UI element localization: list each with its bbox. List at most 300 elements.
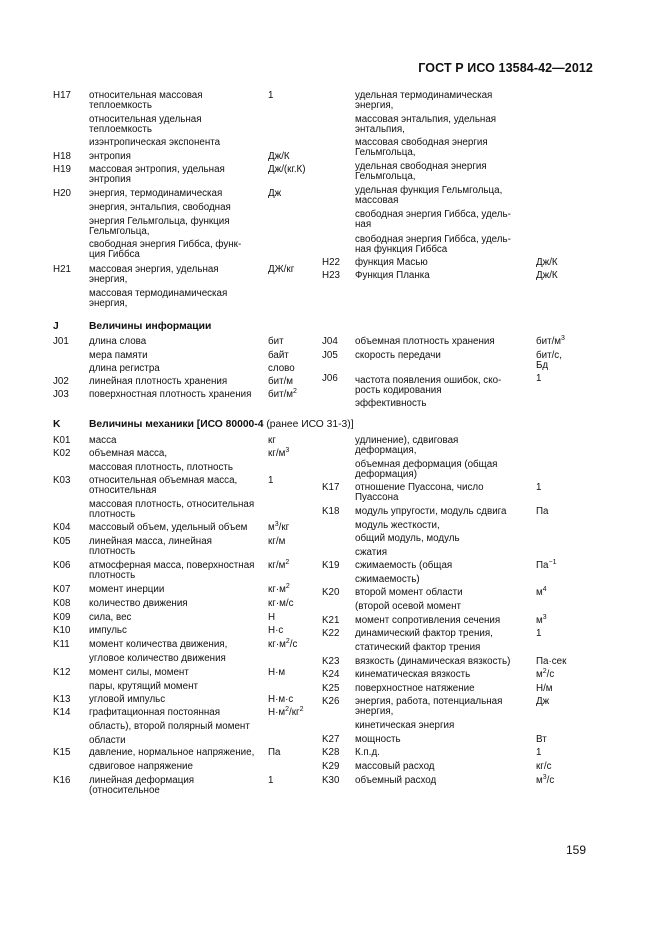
table-cell (53, 91, 71, 102)
cell-text: K29 (322, 761, 340, 772)
table-cell (355, 616, 500, 627)
table-cell (268, 748, 281, 759)
cell-text: мера памяти (89, 350, 148, 361)
table-cell (53, 640, 70, 651)
cell-text: момент количества движения, (89, 639, 228, 650)
table-cell (355, 643, 480, 654)
table-cell (53, 748, 70, 759)
table-cell (89, 523, 247, 534)
section-title-tail: (ранее ИСО 31-3)] (263, 419, 354, 430)
cell-text-tail: /с (546, 775, 555, 786)
table-cell (536, 483, 541, 494)
cell-text: давление, нормальное напряжение, (89, 747, 255, 758)
table-cell (355, 748, 380, 759)
cell-text: ная (355, 219, 372, 230)
table-cell (53, 337, 69, 348)
table-cell (322, 762, 339, 773)
cell-text: кг·м (268, 639, 286, 650)
cell-text: энтальпия, (355, 124, 405, 135)
table-cell (536, 762, 551, 773)
table-cell (355, 493, 399, 504)
table-cell (89, 337, 146, 348)
cell-text: сжатия (355, 547, 388, 558)
cell-text: энтропия (89, 151, 131, 162)
cell-text: отношение Пуассона, число (355, 482, 484, 493)
cell-text: атмосферная масса, поверхностная (89, 560, 255, 571)
table-cell (355, 351, 441, 362)
table-cell (268, 613, 275, 624)
table-cell (53, 390, 69, 401)
table-cell (89, 748, 254, 759)
cell-text: K19 (322, 560, 340, 571)
table-cell (53, 613, 70, 624)
table-cell (355, 588, 463, 599)
table-cell (355, 148, 416, 159)
cell-text: K26 (322, 696, 340, 707)
cell-text: Гельмгольца, (355, 171, 416, 182)
cell-text: H23 (322, 270, 340, 281)
cell-text: K28 (322, 747, 340, 758)
table-cell (268, 165, 306, 176)
table-cell (268, 708, 303, 719)
cell-superscript: 2 (542, 668, 547, 675)
cell-text: Дж (536, 696, 550, 707)
table-cell (322, 616, 339, 627)
cell-text: K09 (53, 612, 71, 623)
cell-text: K05 (53, 536, 71, 547)
table-cell (268, 626, 283, 637)
cell-text: массовая энтропия, удельная (89, 164, 225, 175)
cell-text: 1 (536, 747, 542, 758)
table-cell (89, 722, 250, 733)
table-cell (53, 152, 71, 163)
table-cell (322, 735, 339, 746)
cell-text: энергия, термодинамическая (89, 188, 223, 199)
cell-text: массовая энтальпия, удельная (355, 114, 497, 125)
table-cell (268, 449, 289, 460)
cell-text: линейная деформация (89, 775, 195, 786)
cell-text-tail: /кг (278, 522, 290, 533)
table-cell (322, 629, 339, 640)
cell-text: H22 (322, 257, 340, 268)
table-cell (355, 776, 436, 787)
table-cell (322, 271, 340, 282)
table-cell (89, 189, 222, 200)
cell-text: K07 (53, 584, 71, 595)
cell-text: удлинение), сдвиговая (355, 435, 459, 446)
table-cell (355, 210, 511, 221)
table-cell (268, 585, 290, 596)
table-cell (268, 537, 285, 548)
section-letter: K (53, 419, 61, 430)
table-cell (536, 616, 547, 627)
cell-text: момент инерции (89, 584, 165, 595)
cell-text: Н·м·с (268, 694, 294, 705)
section-title: Величины информации (89, 321, 212, 332)
cell-text: J04 (322, 336, 338, 347)
cell-text: 1 (268, 775, 274, 786)
table-cell (268, 599, 293, 610)
table-cell (89, 668, 189, 679)
cell-text: К.п.д. (355, 747, 380, 758)
table-cell (53, 523, 70, 534)
cell-text: K04 (53, 522, 71, 533)
table-cell (355, 762, 435, 773)
table-cell (536, 271, 558, 282)
cell-text: K21 (322, 615, 340, 626)
table-cell (355, 386, 442, 397)
cell-text: угловой импульс (89, 694, 166, 705)
cell-text: H17 (53, 90, 71, 101)
table-cell (268, 695, 293, 706)
cell-text: Н·с (268, 625, 284, 636)
table-cell (536, 361, 548, 372)
cell-text: Н·м (268, 707, 286, 718)
table-cell (536, 697, 549, 708)
table-cell (53, 476, 70, 487)
cell-text: м (536, 587, 543, 598)
table-cell (53, 668, 70, 679)
cell-text: объемная деформация (общая (355, 459, 498, 470)
table-cell (53, 776, 70, 787)
table-cell (89, 510, 135, 521)
cell-text: относительная массовая (89, 90, 203, 101)
cell-text: мощность (355, 734, 401, 745)
table-cell (89, 762, 193, 773)
cell-text: кг/с (536, 761, 552, 772)
table-cell (268, 91, 273, 102)
cell-text: динамический фактор трения, (355, 628, 493, 639)
table-cell (89, 275, 127, 286)
table-cell (355, 271, 430, 282)
cell-text: удельная термодинамическая (355, 90, 493, 101)
cell-text: ная функция Гиббса (355, 244, 448, 255)
cell-text: K25 (322, 683, 340, 694)
cell-text: K16 (53, 775, 71, 786)
cell-text: J02 (53, 376, 69, 387)
cell-text: K02 (53, 448, 71, 459)
cell-text: сжимаемость (общая (355, 560, 453, 571)
table-cell (536, 670, 554, 681)
cell-text: плотность (89, 546, 136, 557)
table-cell (536, 374, 541, 385)
cell-text: 1 (536, 373, 542, 384)
cell-superscript: 3 (285, 447, 290, 454)
cell-text: массовая термодинамическая (89, 288, 228, 299)
table-cell (89, 599, 188, 610)
cell-text: удельная функция Гельмгольца, (355, 185, 503, 196)
table-cell (536, 776, 554, 787)
cell-text: момент силы, момент (89, 667, 189, 678)
cell-text: масса (89, 435, 117, 446)
table-cell (268, 640, 297, 651)
cell-text: K27 (322, 734, 340, 745)
document-header: ГОСТ Р ИСО 13584-42—2012 (418, 61, 593, 75)
table-cell (89, 547, 135, 558)
table-cell (89, 101, 152, 112)
cell-superscript: 3 (274, 521, 279, 528)
cell-text: энтропия (89, 174, 131, 185)
table-cell (355, 125, 405, 136)
table-cell (89, 364, 160, 375)
cell-text: изэнтропическая экспонента (89, 137, 221, 148)
table-cell (322, 684, 339, 695)
cell-text: эффективность (355, 398, 427, 409)
cell-text: Дж (268, 188, 282, 199)
cell-text: массовая (355, 195, 399, 206)
table-cell (268, 337, 284, 348)
cell-text: Гельмгольца, (355, 147, 416, 158)
table-cell (355, 101, 393, 112)
table-cell (89, 390, 251, 401)
table-cell (355, 548, 387, 559)
cell-text: бит/м (536, 336, 562, 347)
cell-text: 1 (536, 482, 542, 493)
cell-text: Дж/К (536, 270, 558, 281)
cell-text: K13 (53, 694, 71, 705)
table-cell (268, 265, 294, 276)
table-cell (268, 390, 297, 401)
cell-text: 1 (268, 475, 274, 486)
cell-text-tail: /с (289, 639, 298, 650)
cell-text-tail: /с (546, 669, 555, 680)
table-cell (355, 337, 495, 348)
cell-text: модуль упругости, модуль сдвига (355, 506, 507, 517)
cell-text: Гельмгольца, (89, 226, 150, 237)
table-cell (536, 588, 547, 599)
table-cell (536, 258, 558, 269)
cell-text: м (268, 522, 275, 533)
cell-text: импульс (89, 625, 127, 636)
cell-text: свободная энергия Гиббса, удель- (355, 234, 511, 245)
cell-text: область), второй полярный момент (89, 721, 250, 732)
table-cell (89, 463, 233, 474)
cell-text: модуль жесткости, (355, 520, 440, 531)
cell-text: энергия Гельмгольца, функция (89, 216, 230, 227)
cell-text: линейная плотность хранения (89, 376, 228, 387)
cell-text: K08 (53, 598, 71, 609)
cell-text: Дж/К (268, 151, 290, 162)
table-cell (536, 629, 541, 640)
table-cell (89, 654, 226, 665)
cell-text: кинематическая вязкость (355, 669, 471, 680)
table-cell (268, 436, 276, 447)
cell-text: удельная свободная энергия (355, 161, 487, 172)
cell-text: длина регистра (89, 363, 160, 374)
cell-text: кг·м (268, 584, 286, 595)
table-cell (53, 708, 70, 719)
cell-text: 1 (536, 628, 542, 639)
table-cell (89, 640, 227, 651)
cell-text: кг/м (268, 536, 286, 547)
cell-text: K23 (322, 656, 340, 667)
table-cell (89, 708, 220, 719)
cell-text: относительная удельная (89, 114, 202, 125)
table-cell (268, 377, 293, 388)
cell-superscript: 3 (542, 774, 547, 781)
cell-text: Функция Планка (355, 270, 430, 281)
cell-text: бит/с, (536, 350, 562, 361)
table-cell (355, 670, 470, 681)
cell-text: J05 (322, 350, 338, 361)
cell-text: относительная (89, 485, 157, 496)
table-cell (322, 337, 338, 348)
page-number: 159 (565, 843, 586, 857)
cell-text: K15 (53, 747, 71, 758)
table-cell (89, 626, 127, 637)
table-cell (355, 196, 398, 207)
table-cell (89, 449, 167, 460)
cell-text: H20 (53, 188, 71, 199)
table-cell (322, 258, 340, 269)
cell-text: свободная энергия Гиббса, функ- (89, 239, 242, 250)
cell-text: плотность (89, 570, 136, 581)
cell-text: кинетическая энергия (355, 720, 455, 731)
cell-text: функция Масью (355, 257, 428, 268)
cell-text: Па·сек (536, 656, 567, 667)
cell-text: J06 (322, 373, 338, 384)
cell-text: свободная энергия Гиббса, удель- (355, 209, 511, 220)
table-cell (268, 189, 281, 200)
table-cell (89, 299, 127, 310)
cell-text: ДЖ/кг (268, 264, 295, 275)
table-cell (536, 507, 549, 518)
section-title: Величины механики [ИСО 80000-4 (89, 419, 264, 430)
cell-text: объемная масса, (89, 448, 168, 459)
table-cell (355, 521, 440, 532)
table-cell (322, 351, 338, 362)
table-cell (355, 721, 454, 732)
section-letter: J (53, 321, 59, 332)
cell-text: K12 (53, 667, 71, 678)
cell-text: деформация, (355, 445, 417, 456)
cell-text: K20 (322, 587, 340, 598)
table-cell (89, 203, 231, 214)
section-heading-j (53, 321, 212, 332)
cell-text: количество движения (89, 598, 188, 609)
cell-superscript: 3 (542, 614, 547, 621)
cell-text: сжимаемость) (355, 574, 420, 585)
cell-superscript: 2 (299, 706, 304, 713)
cell-text: графитационная постоянная (89, 707, 221, 718)
table-cell (89, 695, 165, 706)
table-cell (268, 364, 295, 375)
cell-text: угловое количество движения (89, 653, 226, 664)
cell-text: массовая энергия, удельная (89, 264, 219, 275)
table-cell (536, 748, 541, 759)
cell-text: Вт (536, 734, 547, 745)
table-cell (536, 337, 565, 348)
table-cell (355, 707, 393, 718)
cell-text: Дж/К (536, 257, 558, 268)
table-cell (536, 684, 553, 695)
cell-superscript: 2 (285, 583, 290, 590)
cell-text: энергия, (355, 100, 394, 111)
cell-text: Па (536, 560, 549, 571)
table-cell (322, 748, 339, 759)
section-title-wrap (89, 419, 354, 430)
cell-text: энергия, работа, потенциальная (355, 696, 503, 707)
table-cell (89, 250, 140, 261)
table-cell (53, 695, 70, 706)
cell-text: кг/м (268, 448, 286, 459)
table-cell (53, 165, 71, 176)
table-cell (89, 436, 116, 447)
cell-text: массовый расход (355, 761, 435, 772)
cell-text: кг/м (268, 560, 286, 571)
cell-text: K03 (53, 475, 71, 486)
cell-text: Па (536, 506, 549, 517)
cell-text: K18 (322, 506, 340, 517)
table-cell (322, 483, 339, 494)
table-cell (355, 245, 447, 256)
table-cell (322, 374, 338, 385)
cell-text: рость кодирования (355, 385, 442, 396)
table-cell (355, 657, 510, 668)
cell-text: кг (268, 435, 276, 446)
cell-text: поверхностная плотность хранения (89, 389, 252, 400)
cell-text: момент сопротивления сечения (355, 615, 501, 626)
table-cell (268, 668, 285, 679)
table-cell (268, 561, 289, 572)
cell-text: теплоемкость (89, 100, 152, 111)
table-cell (355, 399, 426, 410)
table-cell (89, 736, 126, 747)
table-cell (355, 446, 416, 457)
cell-text: H21 (53, 264, 71, 275)
cell-text: K10 (53, 625, 71, 636)
table-cell (322, 657, 339, 668)
cell-text: пары, крутящий момент (89, 681, 198, 692)
cell-text-tail: /кг (288, 707, 300, 718)
cell-text: кг·м/с (268, 598, 294, 609)
cell-text: энергия, (89, 274, 128, 285)
table-cell (89, 682, 198, 693)
cell-text: ция Гиббса (89, 249, 140, 260)
cell-text: м (536, 775, 543, 786)
table-cell (268, 776, 273, 787)
cell-text: K30 (322, 775, 340, 786)
cell-text: K01 (53, 435, 71, 446)
table-cell (89, 138, 220, 149)
table-cell (355, 735, 401, 746)
cell-text: вязкость (динамическая вязкость) (355, 656, 511, 667)
cell-text: Пуассона (355, 492, 399, 503)
table-cell (322, 670, 339, 681)
cell-text: м (536, 615, 543, 626)
cell-text: Н·м (268, 667, 286, 678)
table-cell (355, 629, 493, 640)
cell-text: (относительное (89, 785, 160, 796)
table-cell (89, 585, 164, 596)
table-cell (355, 561, 452, 572)
cell-text: частота появления ошибок, ско- (355, 375, 502, 386)
table-cell (89, 786, 160, 797)
table-cell (89, 351, 148, 362)
table-cell (53, 599, 70, 610)
cell-text: линейная масса, линейная (89, 536, 212, 547)
cell-superscript: −1 (548, 559, 557, 566)
cell-superscript: 2 (293, 388, 297, 395)
table-cell (89, 613, 131, 624)
table-cell (322, 697, 339, 708)
cell-text: 1 (268, 90, 274, 101)
cell-text: скорость передачи (355, 350, 441, 361)
cell-text: Па (268, 747, 281, 758)
table-cell (355, 172, 416, 183)
section-heading-k (53, 419, 354, 430)
cell-text: поверхностное натяжение (355, 683, 475, 694)
